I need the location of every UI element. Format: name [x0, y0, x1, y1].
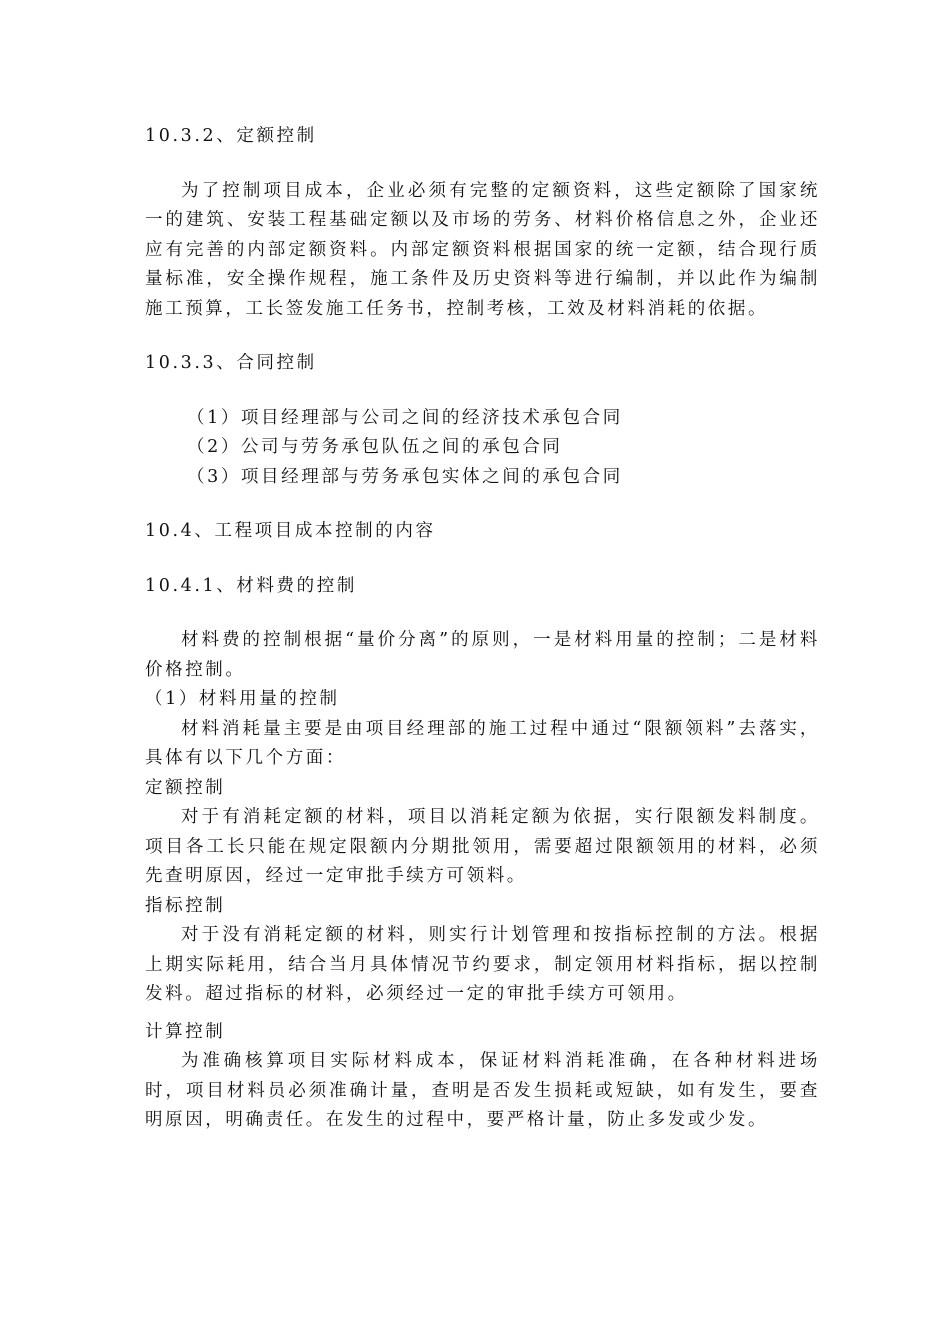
heading-10-3-3: 10.3.3、合同控制	[145, 353, 317, 373]
paragraph-material-cost: 材料费的控制根据“量价分离”的原则，一是材料用量的控制；二是材料价格控制。	[145, 630, 820, 680]
contract-list	[145, 404, 820, 493]
subheading-quota-control: 定额控制	[145, 777, 226, 798]
list-item: （1）项目经理部与公司之间的经济技术承包合同	[187, 407, 623, 428]
paragraph-material-usage: 材料消耗量主要是由项目经理部的施工过程中通过“限额领料”去落实，具体有以下几个方面：	[145, 718, 820, 768]
list-item: （2）公司与劳务承包队伍之间的承包合同	[187, 437, 563, 457]
paragraph-calc-control: 为准确核算项目实际材料成本，保证材料消耗准确，在各种材料进场时，项目材料员必须准确计量，查明是否发生损耗或短缺，如有发生，要查明原因，明确责任。在发生的过程中，要严格计量，防止多发或少发。	[145, 1051, 820, 1130]
subheading-index-control: 指标控制	[145, 895, 226, 916]
heading-10-4: 10.4、工程项目成本控制的内容	[145, 521, 436, 541]
list-item: （3）项目经理部与劳务承包实体之间的承包合同	[187, 466, 623, 487]
paragraph-quota-control: 对于有消耗定额的材料，项目以消耗定额为依据，实行限额发料制度。项目各工长只能在规定限额内分期批领用，需要超过限额领用的材料，必须先查明原因，经过一定审批手续方可领料。	[145, 807, 820, 886]
subheading-material-usage: （1）材料用量的控制	[145, 689, 340, 709]
subheading-calc-control: 计算控制	[145, 1021, 226, 1042]
paragraph-quota-data: 为了控制项目成本，企业必须有完整的定额资料，这些定额除了国家统一的建筑、安装工程基础定额以及市场的劳务、材料价格信息之外，企业还应有完善的内部定额资料。内部定额资料根据国家的统一定额，结合现行质量标准，安全操作规程，施工条件及历史资料等进行编制，并以此作为编制施工预算，工长签发施工任务书，控制考核，工效及材料消耗的依据。	[145, 180, 820, 319]
paragraph-index-control: 对于没有消耗定额的材料，则实行计划管理和按指标控制的方法。根据上期实际耗用，结合当月具体情况节约要求，制定领用材料指标，据以控制发料。超过指标的材料，必须经过一定的审批手续方可领用。	[145, 925, 820, 1004]
heading-10-4-1: 10.4.1、材料费的控制	[145, 575, 357, 596]
heading-10-3-2: 10.3.2、定额控制	[145, 126, 317, 146]
